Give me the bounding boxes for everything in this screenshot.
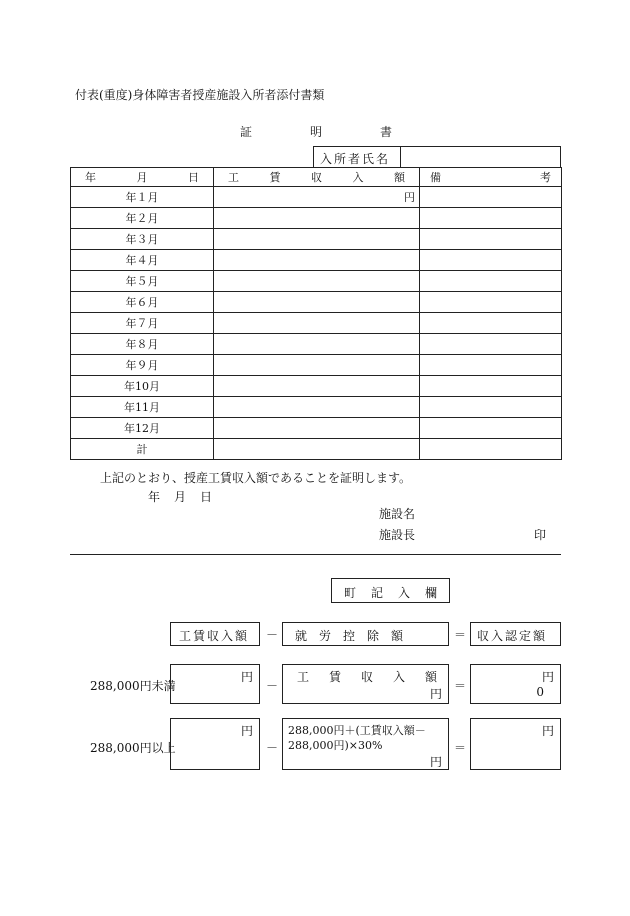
total-label-cell: 計	[71, 439, 214, 460]
remarks-cell[interactable]	[420, 313, 562, 334]
wage-amount-cell[interactable]	[214, 208, 420, 229]
over-result-field[interactable]	[470, 718, 561, 770]
over-wage-income-field[interactable]	[170, 718, 260, 770]
certification-statement: 上記のとおり、授産工賃収入額であることを証明します。	[100, 471, 412, 485]
town-entry-title	[344, 584, 437, 601]
remarks-cell[interactable]	[420, 355, 562, 376]
wage-amount-cell[interactable]	[214, 355, 420, 376]
recognized-income-header: 収入認定額	[477, 629, 548, 643]
label-char: 額	[424, 670, 437, 684]
remarks-cell[interactable]	[420, 292, 562, 313]
seal-mark: 印	[534, 528, 547, 542]
table-header-row	[71, 168, 562, 187]
page-title	[240, 123, 392, 140]
yen-unit: 円	[404, 191, 415, 204]
resident-label-box	[313, 146, 401, 168]
month-cell: 年６月	[71, 292, 214, 313]
yen-unit: 円	[429, 755, 442, 769]
date-char: 年	[148, 490, 161, 504]
certification-date	[148, 488, 212, 505]
date-char: 日	[199, 490, 212, 504]
resident-name-field[interactable]	[400, 146, 561, 168]
header-char: 日	[188, 171, 199, 184]
equals-sign: ＝	[454, 679, 467, 693]
header-char: 備	[430, 171, 441, 184]
yen-unit: 円	[541, 670, 554, 684]
director-label: 施設長	[379, 528, 416, 542]
label-char: 入	[392, 670, 405, 684]
remarks-cell[interactable]	[420, 376, 562, 397]
remarks-cell[interactable]	[420, 208, 562, 229]
title-char: 記	[370, 586, 383, 600]
wage-amount-cell[interactable]	[214, 334, 420, 355]
remarks-cell[interactable]	[420, 271, 562, 292]
town-entry-title-box	[331, 578, 450, 603]
table-row	[71, 229, 562, 250]
table-row	[71, 334, 562, 355]
section-divider	[70, 554, 561, 555]
under-result-field[interactable]	[470, 664, 561, 704]
month-cell: 年10月	[71, 376, 214, 397]
title-char: 明	[309, 125, 322, 139]
work-deduction-header-box	[282, 622, 449, 646]
deduction-formula-line2: 288,000円)×30%	[288, 739, 383, 752]
title-char: 入	[397, 586, 410, 600]
under-deduction-field[interactable]	[282, 664, 449, 704]
yen-unit: 円	[541, 724, 554, 738]
label-char: 工	[297, 670, 310, 684]
title-char: 書	[379, 125, 392, 139]
table-row	[71, 208, 562, 229]
over-threshold-label: 288,000円以上	[90, 741, 176, 755]
col-wage-header	[214, 168, 420, 187]
month-cell: 年３月	[71, 229, 214, 250]
wage-income-header: 工賃収入額	[179, 629, 250, 643]
remarks-cell[interactable]	[420, 187, 562, 208]
recognized-income-header-box	[470, 622, 561, 646]
header-char: 工	[228, 171, 239, 184]
wage-amount-cell[interactable]	[214, 397, 420, 418]
wage-amount-cell[interactable]	[214, 292, 420, 313]
remarks-cell[interactable]	[420, 418, 562, 439]
total-remarks-cell[interactable]	[420, 439, 562, 460]
header-char: 賃	[269, 171, 281, 184]
month-cell: 年５月	[71, 271, 214, 292]
header-char: 入	[352, 171, 364, 184]
document-caption: 付表(重度)身体障害者授産施設入所者添付書類	[75, 88, 325, 102]
month-cell: 年７月	[71, 313, 214, 334]
title-char: 欄	[424, 586, 437, 600]
month-cell: 年11月	[71, 397, 214, 418]
wage-amount-cell[interactable]	[214, 418, 420, 439]
work-deduction-header: 就 労 控 除 額	[295, 629, 404, 643]
table-row	[71, 418, 562, 439]
month-cell: 年２月	[71, 208, 214, 229]
under-wage-income-field[interactable]	[170, 664, 260, 704]
header-char: 年	[85, 171, 96, 184]
minus-sign: －	[266, 679, 279, 693]
remarks-cell[interactable]	[420, 250, 562, 271]
month-cell: 年１月	[71, 187, 214, 208]
total-amount-cell[interactable]	[214, 439, 420, 460]
table-row	[71, 313, 562, 334]
deduction-formula-line1: 288,000円＋(工賃収入額－	[288, 724, 426, 737]
col-date-header	[71, 168, 214, 187]
under-threshold-label: 288,000円未満	[90, 679, 176, 693]
wage-amount-cell[interactable]	[214, 250, 420, 271]
wage-amount-cell[interactable]	[214, 313, 420, 334]
wage-amount-cell[interactable]	[214, 271, 420, 292]
col-remarks-header	[420, 168, 562, 187]
label-char: 収	[360, 670, 373, 684]
header-char: 月	[136, 171, 148, 184]
table-row	[71, 355, 562, 376]
under-deduction-label	[297, 668, 437, 685]
over-deduction-field[interactable]	[282, 718, 449, 770]
remarks-cell[interactable]	[420, 229, 562, 250]
header-char: 考	[540, 171, 551, 184]
month-cell: 年４月	[71, 250, 214, 271]
yen-unit: 円	[240, 670, 253, 684]
table-row	[71, 187, 562, 208]
equals-sign: ＝	[454, 628, 467, 642]
wage-income-table	[70, 167, 562, 460]
equals-sign: ＝	[454, 741, 467, 755]
title-char: 証	[240, 125, 253, 139]
month-cell: 年12月	[71, 418, 214, 439]
header-char: 額	[394, 171, 405, 184]
title-char: 町	[344, 586, 357, 600]
wage-amount-cell[interactable]	[214, 229, 420, 250]
table-row	[71, 250, 562, 271]
facility-name-label: 施設名	[379, 507, 416, 521]
yen-unit: 円	[240, 724, 253, 738]
table-total-row	[71, 439, 562, 460]
table-row	[71, 271, 562, 292]
minus-sign: －	[266, 628, 279, 642]
under-result-value: 0	[536, 685, 544, 699]
month-cell: 年９月	[71, 355, 214, 376]
table-row	[71, 376, 562, 397]
remarks-cell[interactable]	[420, 334, 562, 355]
resident-label: 入所者氏名	[320, 152, 391, 166]
date-char: 月	[173, 490, 186, 504]
wage-income-header-box	[170, 622, 260, 646]
table-row	[71, 292, 562, 313]
label-char: 賃	[328, 670, 341, 684]
wage-amount-cell[interactable]	[214, 187, 420, 208]
wage-amount-cell[interactable]	[214, 376, 420, 397]
minus-sign: －	[266, 741, 279, 755]
remarks-cell[interactable]	[420, 397, 562, 418]
yen-unit: 円	[429, 687, 442, 701]
table-row	[71, 397, 562, 418]
header-char: 収	[311, 171, 322, 184]
month-cell: 年８月	[71, 334, 214, 355]
